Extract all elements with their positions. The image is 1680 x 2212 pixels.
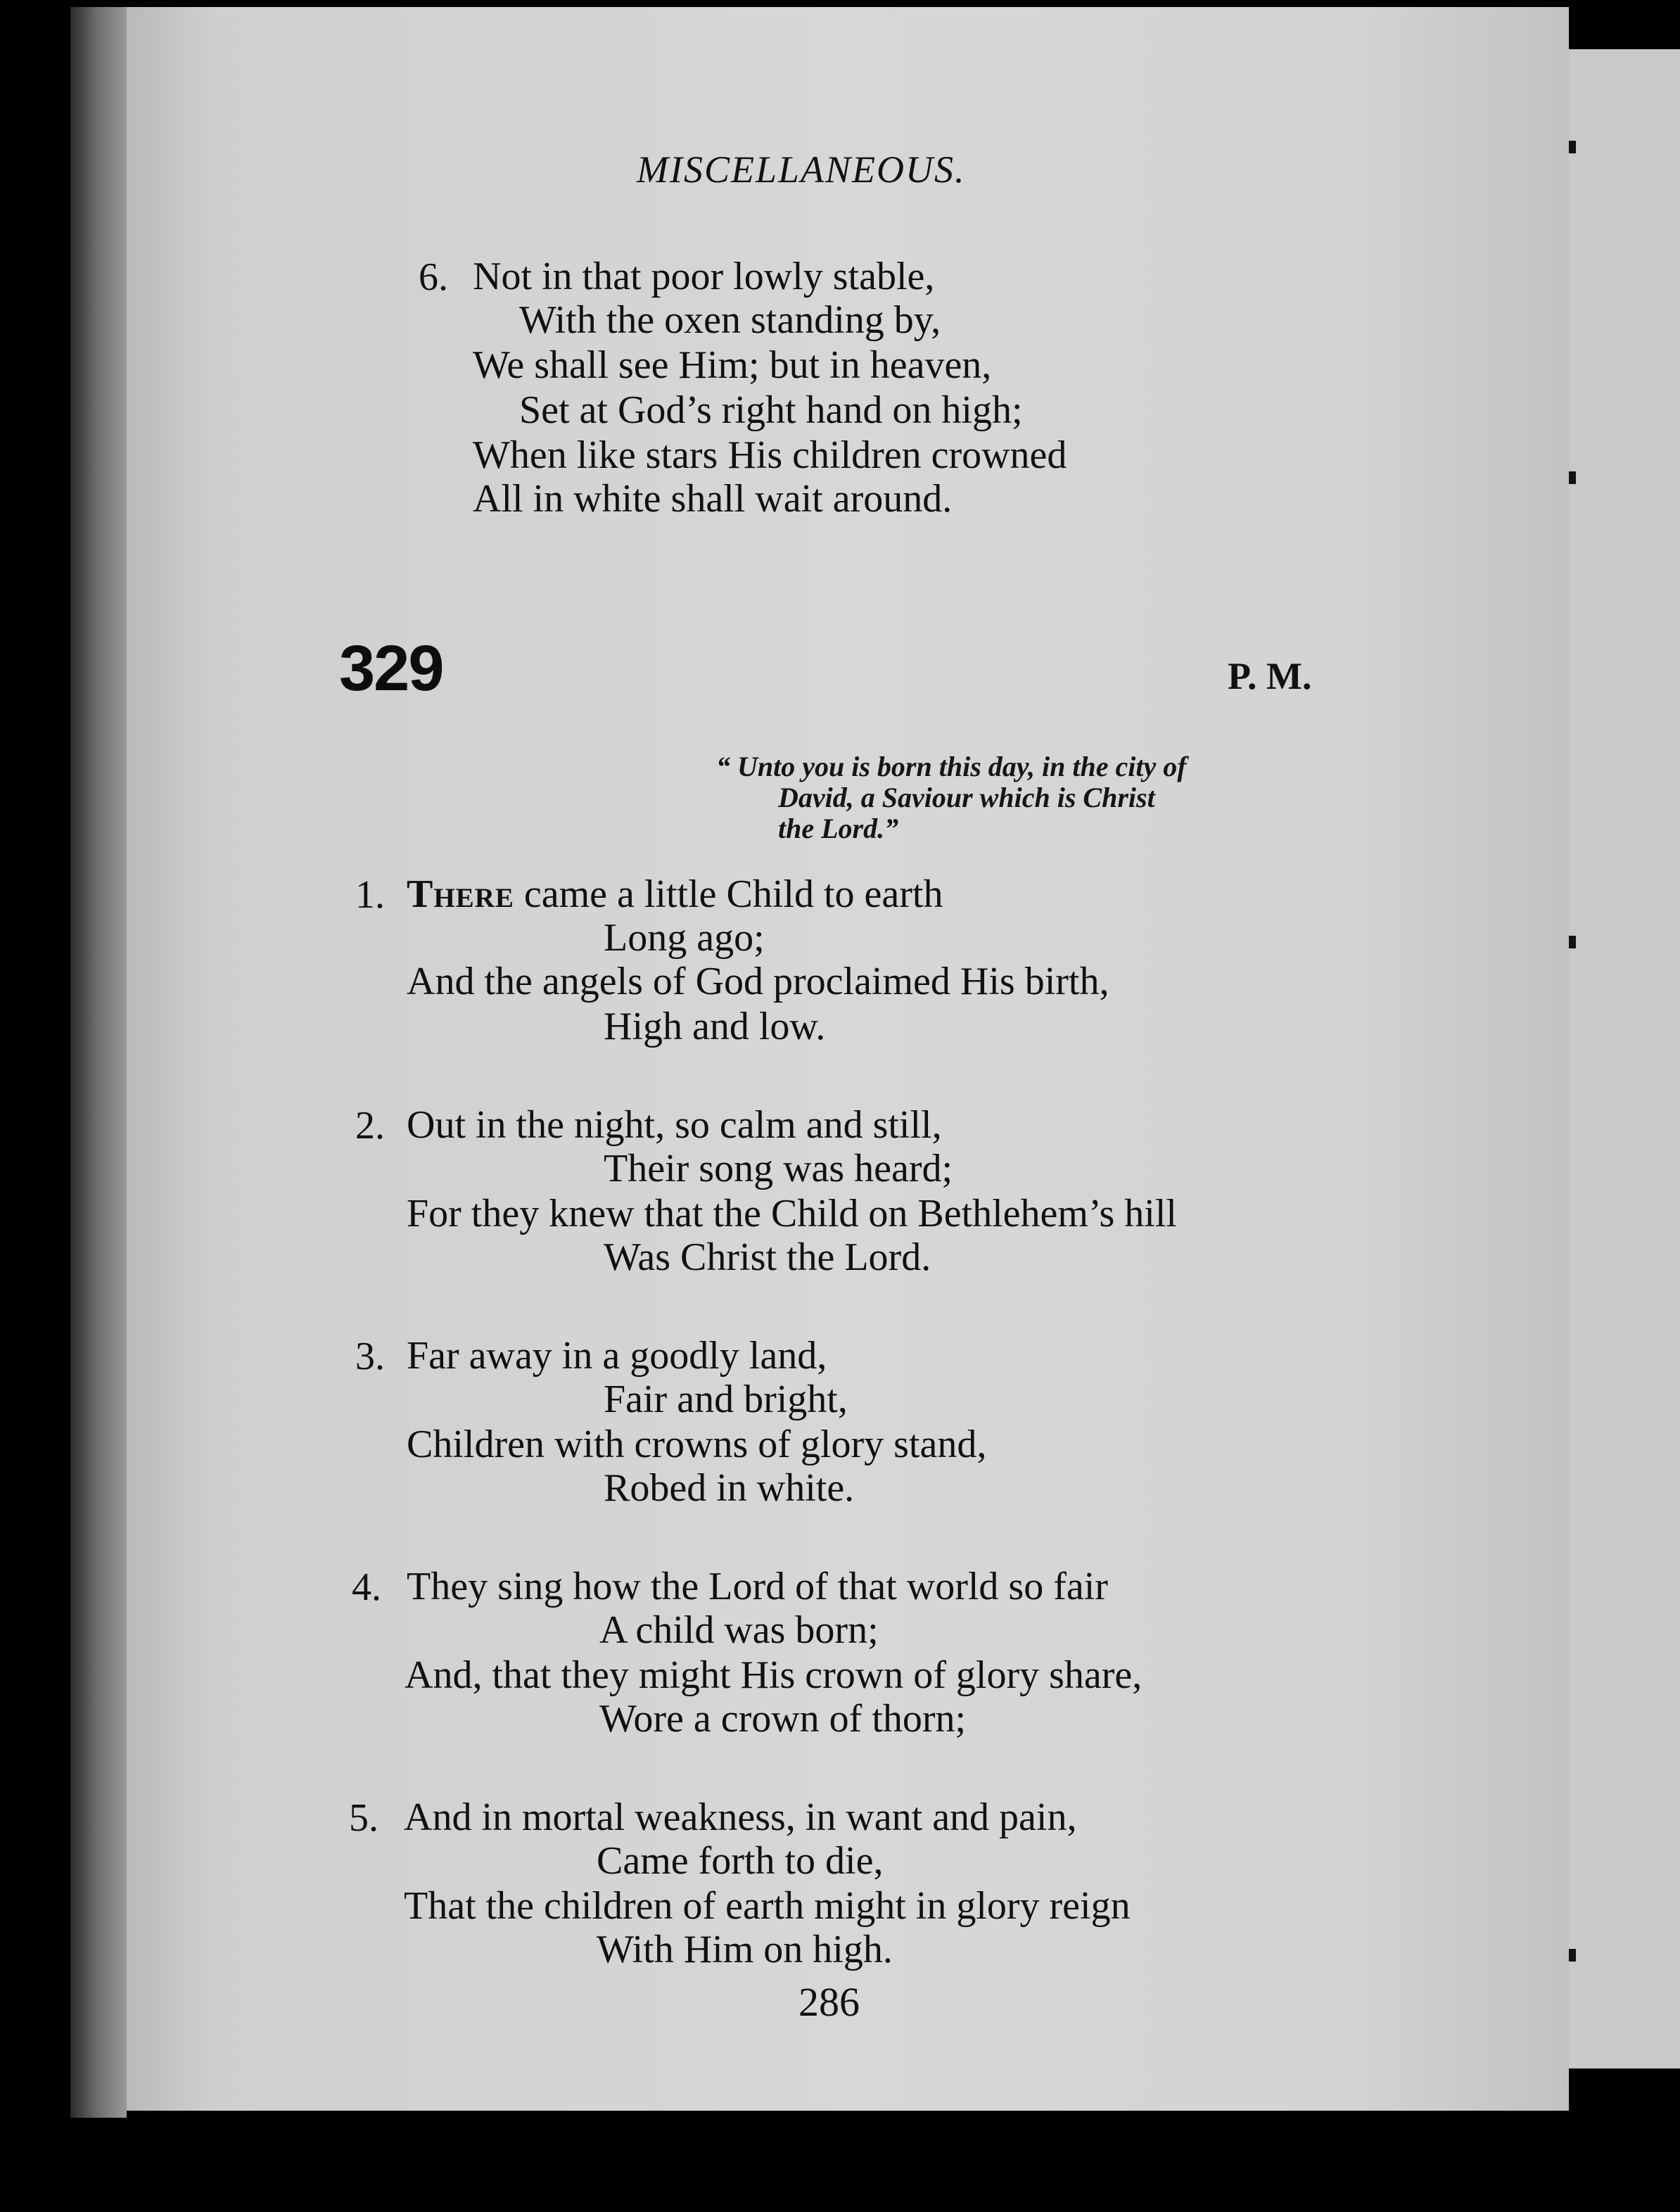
verse-number: 1.: [355, 873, 385, 917]
verse-number: 3.: [355, 1335, 385, 1378]
verse-line: A child was born;: [599, 1608, 879, 1652]
verse-line: Set at God’s right hand on high;: [519, 388, 1023, 432]
epigraph-line: the Lord.”: [778, 813, 899, 844]
verse-line: That the children of earth might in glory reign: [404, 1884, 1131, 1928]
adjacent-page-edge: [1555, 49, 1680, 2068]
verse-line: All in white shall wait around.: [473, 477, 953, 521]
verse-line: We shall see Him; but in heaven,: [473, 343, 992, 387]
verse-line: And, that they might His crown of glory share,: [405, 1653, 1143, 1697]
verse-line: Not in that poor lowly stable,: [473, 255, 935, 298]
verse-number: 4.: [352, 1565, 381, 1609]
verse-line-rest: came a little Child to earth: [514, 872, 943, 916]
verse-line: For they knew that the Child on Bethlehem’s hill: [407, 1192, 1177, 1235]
verse-line: High and low.: [604, 1005, 826, 1048]
verse-line: They sing how the Lord of that world so fair: [407, 1565, 1108, 1608]
verse-line: When like stars His children crowned: [473, 433, 1067, 477]
epigraph-line: David, a Saviour which is Christ: [778, 782, 1155, 813]
verse-number: 5.: [349, 1796, 378, 1840]
verse-line: Fair and bright,: [604, 1378, 848, 1421]
verse-number: 2.: [355, 1104, 385, 1148]
epigraph-line: “ Unto you is born this day, in the city of: [716, 751, 1187, 782]
verse-line: Wore a crown of thorn;: [599, 1697, 967, 1741]
verse-line: [407, 872, 943, 916]
verse-line: With Him on high.: [597, 1928, 893, 1971]
verse-first-word: There: [407, 872, 514, 916]
running-head: MISCELLANEOUS.: [637, 148, 966, 191]
verse-line: And the angels of God proclaimed His birth,: [407, 960, 1109, 1003]
hymn-meter: P. M.: [1228, 655, 1312, 697]
verse-number: 6.: [419, 255, 448, 299]
verse-line: Children with crowns of glory stand,: [407, 1423, 987, 1466]
verse-line: Was Christ the Lord.: [604, 1235, 931, 1279]
verse-line: Robed in white.: [604, 1466, 855, 1510]
page-number: 286: [798, 1979, 860, 2025]
verse-line: Long ago;: [604, 916, 765, 960]
hymn-number: 329: [339, 633, 443, 704]
verse-line: Out in the night, so calm and still,: [407, 1103, 942, 1147]
verse-line: Came forth to die,: [597, 1839, 884, 1883]
book-binding-edge: [70, 7, 127, 2118]
verse-line: And in mortal weakness, in want and pain,: [404, 1795, 1077, 1839]
verse-line: Their song was heard;: [604, 1147, 953, 1190]
verse-line: Far away in a goodly land,: [407, 1334, 827, 1378]
verse-line: With the oxen standing by,: [519, 298, 941, 342]
